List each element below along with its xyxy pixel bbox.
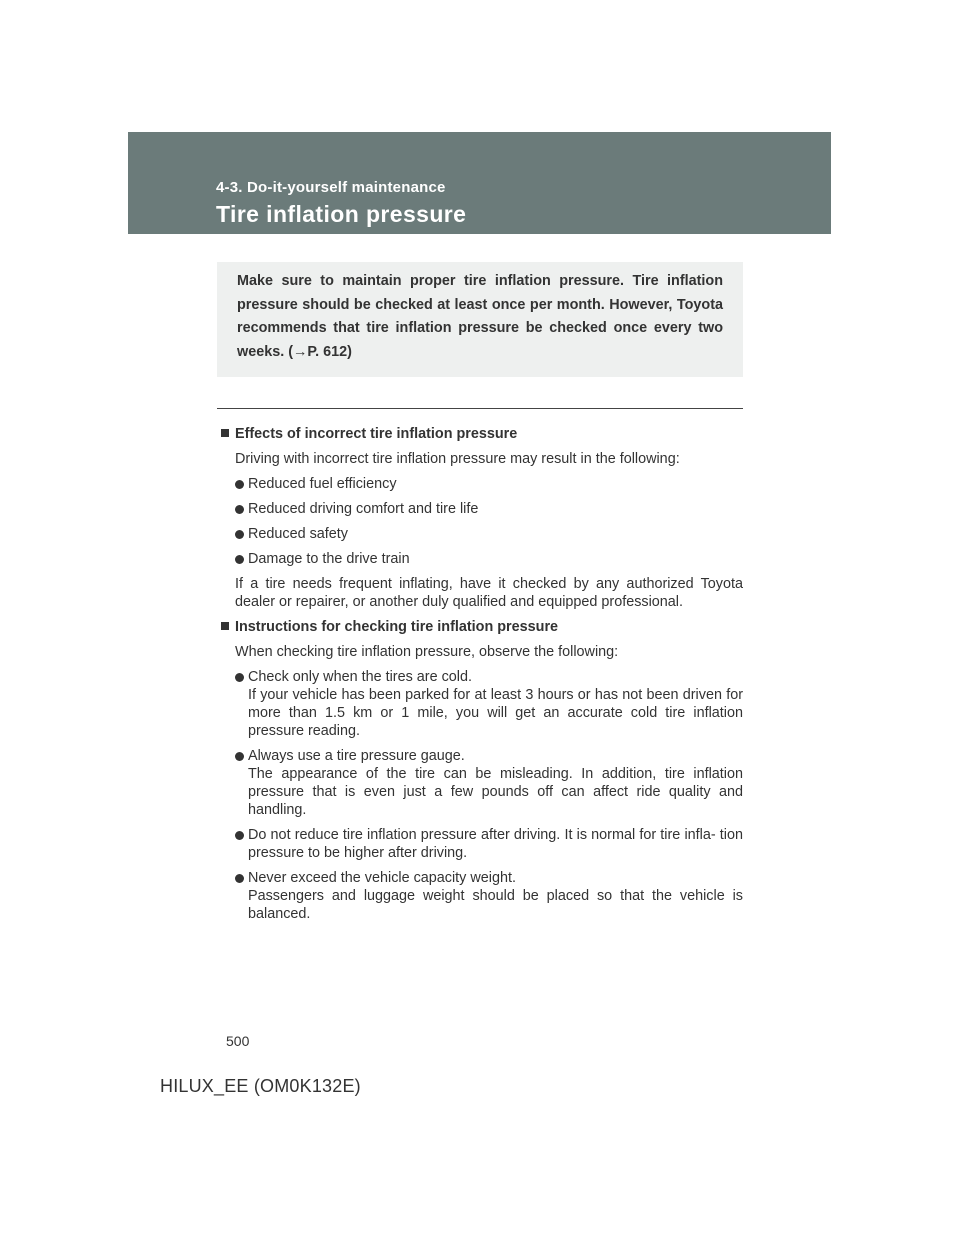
instruction-title: Check only when the tires are cold.: [248, 669, 472, 685]
effects-item-text: Reduced fuel efficiency: [248, 476, 397, 492]
effects-item-text: Reduced driving comfort and tire life: [248, 501, 479, 517]
effects-closing: If a tire needs frequent inflating, have it checked by any authorized Toyota dealer or repairer, or another duly qualified and equipped professional.: [235, 576, 743, 610]
effects-heading: [221, 425, 743, 443]
bullet-dot-icon: [235, 530, 244, 539]
section-divider: [217, 408, 743, 409]
list-item: [235, 668, 743, 740]
bullet-dot-icon: [235, 752, 244, 761]
instruction-title: Do not reduce tire inflation pressure after driving. It is normal for tire infla- tion pressure to be higher after driving.: [248, 827, 743, 861]
instruction-detail: If your vehicle has been parked for at least 3 hours or has not been driven for more than 1.5 km or 1 mile, you will get an accurate cold tire inflation pressure reading.: [248, 687, 743, 739]
effects-item-text: Reduced safety: [248, 526, 348, 542]
bullet-dot-icon: [235, 874, 244, 883]
instruction-detail: Passengers and luggage weight should be placed so that the vehicle is balanced.: [248, 888, 743, 922]
section-label: 4-3. Do-it-yourself maintenance: [216, 179, 446, 196]
page-number: 500: [226, 1033, 250, 1049]
header-band: [128, 132, 831, 234]
effects-heading-text: Effects of incorrect tire inflation pressure: [235, 426, 518, 442]
bullet-dot-icon: [235, 673, 244, 682]
content: [221, 425, 743, 930]
instructions-lead: When checking tire inflation pressure, observe the following:: [235, 644, 619, 660]
page-title: Tire inflation pressure: [216, 201, 467, 227]
instruction-title: Never exceed the vehicle capacity weight.: [248, 870, 516, 886]
list-item: [235, 747, 743, 819]
intro-box: [217, 262, 743, 377]
list-item: [235, 525, 743, 543]
bullet-dot-icon: [235, 480, 244, 489]
bullet-dot-icon: [235, 555, 244, 564]
square-bullet-icon: [221, 622, 229, 630]
effects-lead: Driving with incorrect tire inflation pressure may result in the following:: [235, 451, 680, 467]
list-item: [235, 475, 743, 493]
instruction-detail: The appearance of the tire can be misleading. In addition, tire inflation pressure that is even just a few pounds off can affect ride quality and handling.: [248, 766, 743, 818]
intro-text: Make sure to maintain proper tire inflation pressure. Tire inflation pressure should be checked at least once per month. However, Toyota recommends that tire inflation pressure be checked once every two weeks. (→P. 612): [237, 273, 723, 360]
square-bullet-icon: [221, 429, 229, 437]
bullet-dot-icon: [235, 831, 244, 840]
list-item: [235, 500, 743, 518]
effects-item-text: Damage to the drive train: [248, 551, 410, 567]
list-item: [235, 869, 743, 923]
instruction-title: Always use a tire pressure gauge.: [248, 748, 465, 764]
instructions-heading-text: Instructions for checking tire inflation pressure: [235, 619, 559, 635]
bullet-dot-icon: [235, 505, 244, 514]
instructions-heading: [221, 618, 743, 636]
list-item: [235, 550, 743, 568]
list-item: [235, 826, 743, 862]
document-code: HILUX_EE (OM0K132E): [160, 1076, 361, 1096]
